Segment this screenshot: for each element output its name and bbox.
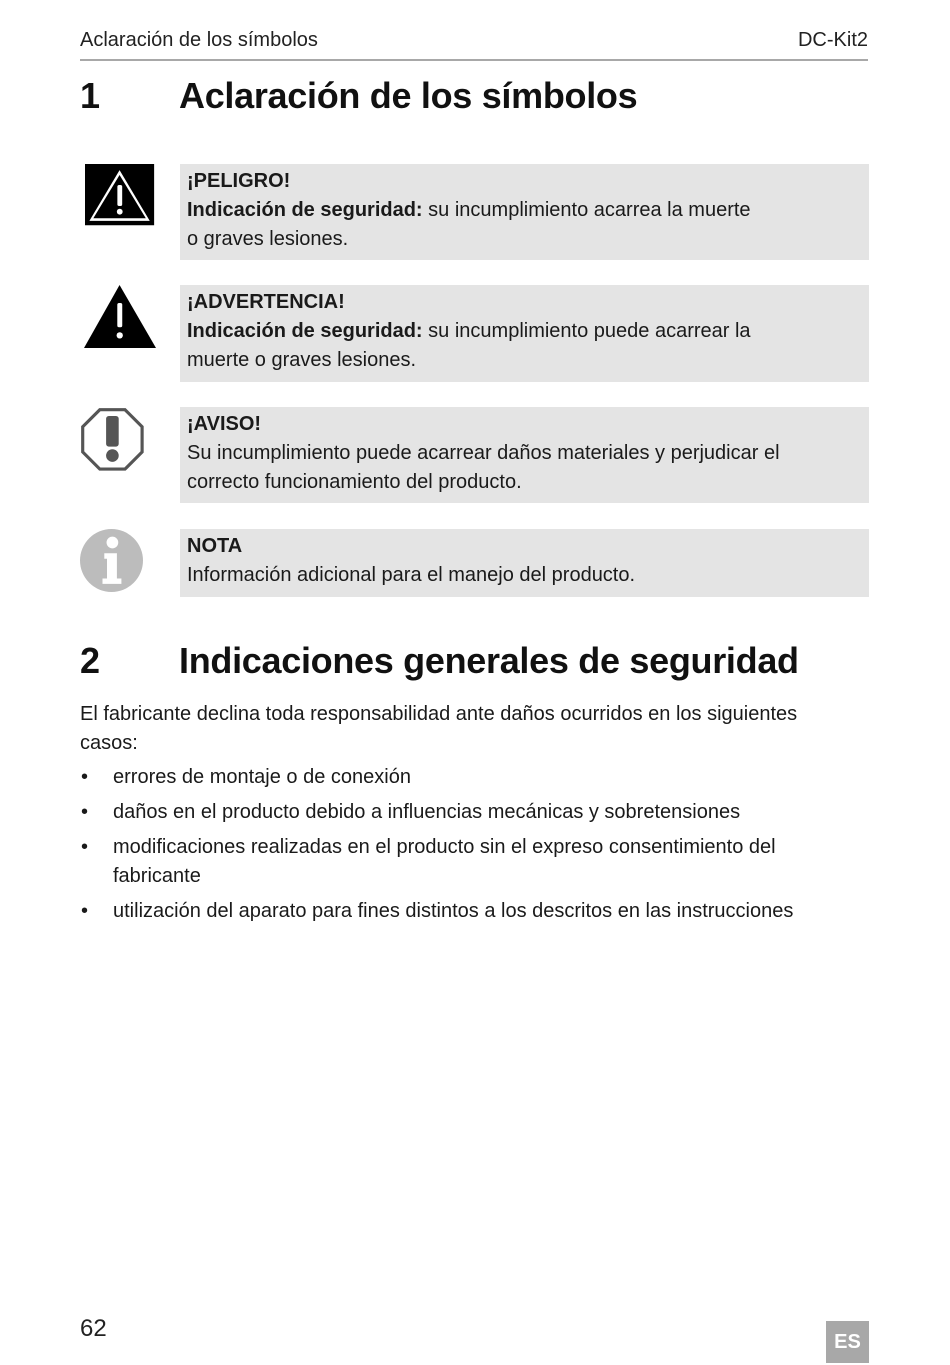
danger-warning-icon: [80, 164, 160, 234]
list-item-text: daños en el producto debido a influencias mecánicas y sobretensiones: [113, 801, 741, 823]
note-text-line1: Información adicional para el manejo del producto.: [187, 564, 636, 586]
list-item-text: errores de montaje o de conexión: [113, 766, 411, 788]
list-item: [80, 763, 869, 792]
running-header-product: DC-Kit2: [797, 29, 868, 51]
section-1-heading: [80, 75, 870, 119]
bullet-dot: •: [81, 801, 89, 823]
section-2-heading: [80, 640, 870, 684]
list-item: [80, 798, 869, 827]
warning-text-line2: muerte o graves lesiones.: [187, 349, 417, 371]
liability-list: [80, 763, 869, 932]
danger-text-box: [180, 164, 869, 260]
warning-text-line1: su incumplimiento puede acarrear la: [422, 320, 751, 342]
warning-triangle-icon: [80, 285, 160, 357]
note-title: NOTA: [187, 535, 243, 557]
section-2-number: 2: [80, 640, 100, 681]
caution-octagon-icon: [80, 407, 152, 479]
warning-text-box: [180, 285, 869, 382]
caution-text-box: [180, 407, 869, 503]
danger-text-line1: su incumplimiento acarrea la muerte: [422, 199, 751, 221]
bullet-dot: •: [81, 900, 89, 922]
list-item-text: modificaciones realizadas en el producto sin el expreso consentimiento del: [113, 836, 776, 858]
section-2-intro: [80, 700, 869, 758]
note-text-box: [180, 529, 869, 597]
bullet-dot: •: [81, 836, 89, 858]
section-2-title: Indicaciones generales de seguridad: [179, 640, 799, 681]
caution-text-line2: correcto funcionamiento del producto.: [187, 471, 522, 493]
header-divider: [80, 59, 868, 61]
warning-lead: Indicación de seguridad:: [187, 320, 423, 342]
section-1-number: 1: [80, 75, 100, 116]
list-item: [80, 897, 869, 926]
bullet-dot: •: [81, 766, 89, 788]
intro-line1: El fabricante declina toda responsabilidad ante daños ocurridos en los siguientes: [80, 703, 798, 725]
warning-title: ¡ADVERTENCIA!: [187, 291, 345, 313]
caution-title: ¡AVISO!: [187, 413, 262, 435]
running-header-title: Aclaración de los símbolos: [80, 29, 318, 51]
section-1-title: Aclaración de los símbolos: [179, 75, 638, 116]
caution-text-line1: Su incumplimiento puede acarrear daños materiales y perjudicar el: [187, 442, 780, 464]
page-number: 62: [80, 1315, 107, 1342]
list-item-text-cont: fabricante: [113, 865, 201, 887]
list-item-text: utilización del aparato para fines distintos a los descritos en las instrucciones: [113, 900, 794, 922]
list-item: [80, 833, 869, 891]
intro-line2: casos:: [80, 732, 138, 754]
info-icon: [80, 529, 152, 601]
danger-title: ¡PELIGRO!: [187, 170, 291, 192]
danger-text-line2: o graves lesiones.: [187, 228, 349, 250]
language-badge: ES: [826, 1321, 869, 1363]
danger-lead: Indicación de seguridad:: [187, 199, 423, 221]
